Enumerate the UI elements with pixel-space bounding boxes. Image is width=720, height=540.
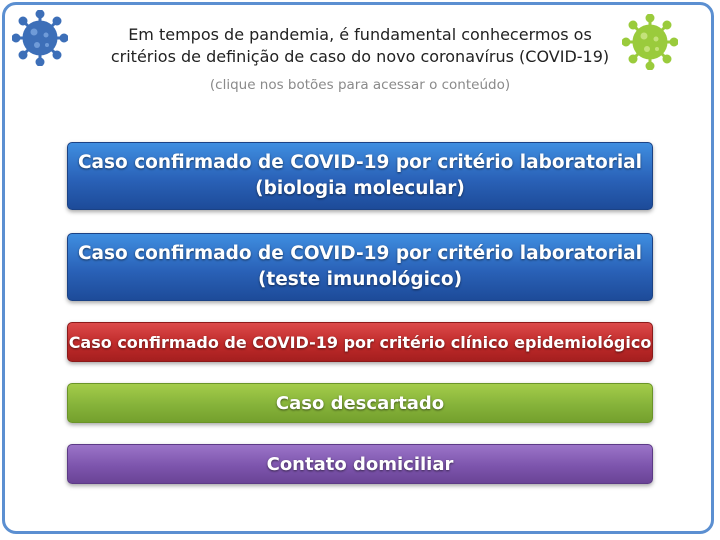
- page-title: [90, 24, 630, 68]
- virus-icon: [12, 10, 68, 66]
- button-label-line-1: Caso confirmado de COVID-19 por critério laboratorial: [77, 152, 643, 173]
- instruction-hint: (clique nos botões para acessar o conteúdo): [209, 77, 511, 93]
- household-contact-button[interactable]: [67, 444, 653, 484]
- lab-molecular-button[interactable]: [67, 142, 653, 210]
- button-label: Caso confirmado de COVID-19 por critério clínico epidemiológico: [68, 332, 652, 352]
- button-label-line-2: (teste imunológico): [257, 269, 463, 290]
- button-label-line-1: Caso confirmado de COVID-19 por critério laboratorial: [77, 243, 643, 264]
- page-title-line-1: Em tempos de pandemia, é fundamental conhecermos os: [128, 25, 592, 44]
- virus-icon: [622, 14, 678, 70]
- discarded-case-button[interactable]: [67, 383, 653, 423]
- button-label: Contato domiciliar: [266, 453, 454, 475]
- lab-immunological-button[interactable]: [67, 233, 653, 301]
- button-label-line-2: (biologia molecular): [255, 178, 465, 199]
- button-label: Caso descartado: [275, 392, 445, 414]
- page-title-line-2: critérios de definição de caso do novo coronavírus (COVID-19): [110, 47, 610, 66]
- clinical-epidemiological-button[interactable]: [67, 322, 653, 362]
